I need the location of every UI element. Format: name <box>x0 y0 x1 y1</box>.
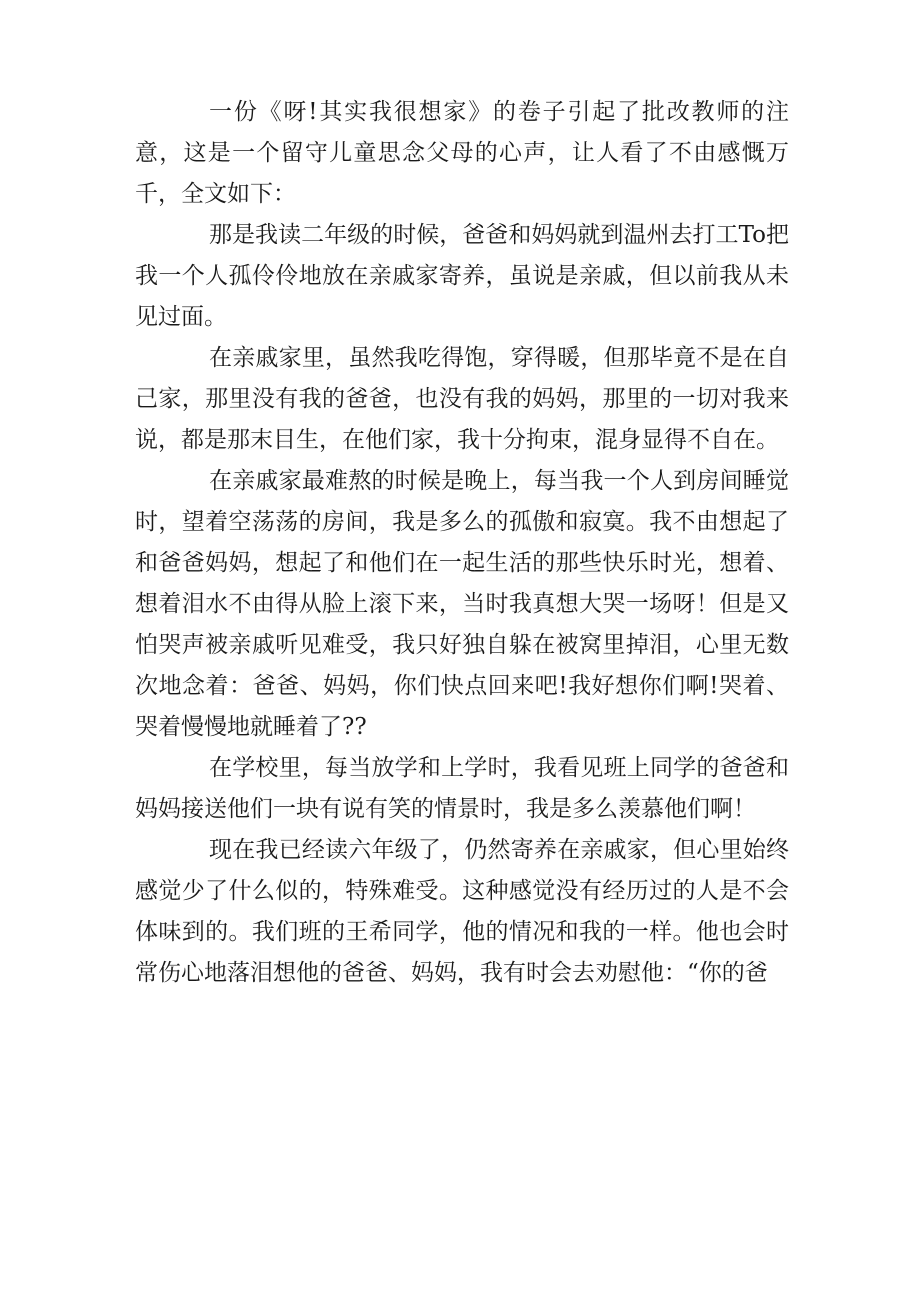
paragraph-6: 现在我已经读六年级了，仍然寄养在亲戚家，但心里始终感觉少了什么似的，特殊难受。这种感觉没有经历过的人是不会体味到的。我们班的王希同学，他的情况和我的一样。他也会时常伤心地落泪想他的爸爸、妈妈，我有时会去劝慰他：“你的爸 <box>135 837 789 986</box>
paragraph-5: 在学校里，每当放学和上学时，我看见班上同学的爸爸和妈妈接送他们一块有说有笑的情景时，我是多么羡慕他们啊！ <box>135 755 789 822</box>
document-body <box>135 92 789 994</box>
paragraph-intro: 一份《呀!其实我很想家》的卷子引起了批改教师的注意，这是一个留守儿童思念父母的心声，让人看了不由感慨万千，全文如下： <box>135 99 789 207</box>
paragraph-2: 那是我读二年级的时候，爸爸和妈妈就到温州去打工To把我一个人孤伶伶地放在亲戚家寄养，虽说是亲戚，但以前我从未见过面。 <box>135 222 789 330</box>
paragraph-3: 在亲戚家里，虽然我吃得饱，穿得暖，但那毕竟不是在自己家，那里没有我的爸爸，也没有我的妈妈，那里的一切对我来说，都是那末目生，在他们家，我十分拘束，混身显得不自在。 <box>135 345 789 453</box>
paragraph-4: 在亲戚家最难熬的时候是晚上，每当我一个人到房间睡觉时，望着空荡荡的房间，我是多么的孤傲和寂寞。我不由想起了和爸爸妈妈，想起了和他们在一起生活的那些快乐时光，想着、想着泪水不由得从脸上滚下来，当时我真想大哭一场呀！但是又怕哭声被亲戚听见难受，我只好独自躲在被窝里掉泪，心里无数次地念着：爸爸、妈妈，你们快点回来吧!我好想你们啊!哭着、哭着慢慢地就睡着了?? <box>135 468 789 740</box>
